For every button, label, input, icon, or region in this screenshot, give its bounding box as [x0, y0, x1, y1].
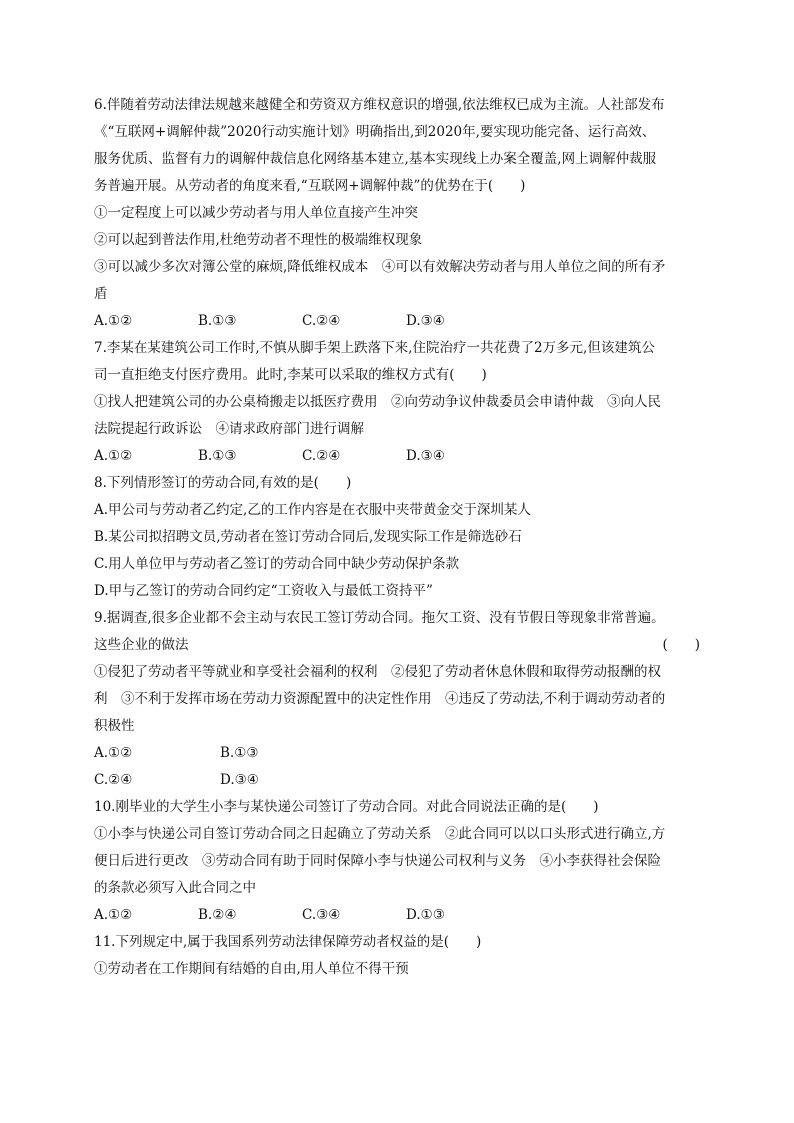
- question-7: [94, 335, 700, 470]
- question-10-statements-line-2: 便日后进行更改 ③劳动合同有助于同时保障小李与快递公司权利与义务 ④小李获得社会保险: [94, 853, 661, 869]
- question-7-option-c[interactable]: C.②④: [302, 448, 341, 464]
- question-10-statements-line-1: ①小李与快递公司自签订劳动合同之日起确立了劳动关系 ②此合同可以以口头形式进行确立,方: [94, 826, 666, 842]
- question-10-option-b[interactable]: B.②④: [198, 907, 237, 923]
- question-6-statement-2: ②可以起到普法作用,杜绝劳动者不理性的极端维权现象: [94, 232, 423, 248]
- question-10-option-d[interactable]: D.①③: [406, 907, 445, 923]
- question-10-options: [94, 902, 700, 929]
- question-7-options: [94, 443, 700, 470]
- question-9-option-a[interactable]: A.①②: [94, 745, 133, 761]
- question-8-stem: 8.下列情形签订的劳动合同,有效的是( ): [94, 475, 352, 491]
- question-7-stem-line-2: 司一直拒绝支付医疗费用。此时,李某可以采取的维权方式有( ): [94, 367, 487, 383]
- question-7-option-a[interactable]: A.①②: [94, 448, 133, 464]
- question-10-statements-line-3: 的条款必须写入此合同之中: [94, 880, 256, 896]
- question-9-options-row-1: [94, 740, 700, 767]
- question-9-options-row-2: [94, 767, 700, 794]
- question-6-stem-line-1: 6.伴随着劳动法律法规越来越健全和劳资双方维权意识的增强,依法维权已成为主流。人社部发布: [94, 97, 665, 113]
- question-9-option-c[interactable]: C.②④: [94, 772, 133, 788]
- question-11-stem: 11.下列规定中,属于我国系列劳动法律保障劳动者权益的是( ): [94, 934, 482, 950]
- question-6-stem-line-3: 服务优质、监督有力的调解仲裁信息化网络基本建立,基本实现线上办案全覆盖,网上调解仲裁服: [94, 151, 657, 167]
- question-8-option-d[interactable]: D.甲与乙签订的劳动合同约定“工资收入与最低工资持平”: [94, 583, 433, 599]
- question-11: [94, 929, 700, 983]
- question-8: [94, 470, 700, 605]
- question-7-stem-line-1: 7.李某在某建筑公司工作时,不慎从脚手架上跌落下来,住院治疗一共花费了2万多元,但该建筑公: [94, 340, 655, 356]
- question-6-option-a[interactable]: A.①②: [94, 313, 133, 329]
- question-9-option-b[interactable]: B.①③: [220, 745, 259, 761]
- question-8-option-c[interactable]: C.用人单位甲与劳动者乙签订的劳动合同中缺少劳动保护条款: [94, 556, 460, 572]
- question-6-stem-line-2: 《“互联网+调解仲裁”2020行动实施计划》明确指出,到2020年,要实现功能完备、运行高效、: [94, 124, 656, 140]
- question-10: [94, 794, 700, 929]
- question-6-options: [94, 308, 700, 335]
- question-9-statements-line-1: ①侵犯了劳动者平等就业和享受社会福利的权利 ②侵犯了劳动者休息休假和取得劳动报酬的权: [94, 664, 661, 680]
- question-9: [94, 605, 700, 794]
- question-7-option-d[interactable]: D.③④: [406, 448, 445, 464]
- question-list: [94, 92, 700, 983]
- question-6-statement-1: ①一定程度上可以减少劳动者与用人单位直接产生冲突: [94, 205, 418, 221]
- question-9-stem-text: 这些企业的做法: [94, 637, 189, 653]
- question-6-option-c[interactable]: C.②④: [302, 313, 341, 329]
- question-10-option-c[interactable]: C.③④: [302, 907, 341, 923]
- question-9-stem-line-1: 9.据调查,很多企业都不会主动与农民工签订劳动合同。拖欠工资、没有节假日等现象非常普遍。: [94, 610, 665, 626]
- question-8-option-a[interactable]: A.甲公司与劳动者乙约定,乙的工作内容是在衣服中夹带黄金交于深圳某人: [94, 502, 531, 518]
- question-6-statement-4-end: 盾: [94, 286, 108, 302]
- question-10-stem: 10.刚毕业的大学生小李与某快递公司签订了劳动合同。对此合同说法正确的是( ): [94, 799, 599, 815]
- question-9-statements-line-2: 利 ③不利于发挥市场在劳动力资源配置中的决定性作用 ④违反了劳动法,不利于调动劳动者的: [94, 691, 666, 707]
- question-9-stem-line-2: [94, 632, 700, 659]
- question-9-answer-blank: ( ): [662, 637, 700, 653]
- question-8-option-b[interactable]: B.某公司拟招聘文员,劳动者在签订劳动合同后,发现实际工作是筛选砂石: [94, 529, 522, 545]
- question-6-option-b[interactable]: B.①③: [198, 313, 237, 329]
- question-6-stem-line-4: 务普遍开展。从劳动者的角度来看,“互联网+调解仲裁”的优势在于( ): [94, 178, 526, 194]
- question-11-statement-1: ①劳动者在工作期间有结婚的自由,用人单位不得干预: [94, 961, 409, 977]
- question-7-statements-line-2: 法院提起行政诉讼 ④请求政府部门进行调解: [94, 421, 364, 437]
- question-9-statements-line-3: 积极性: [94, 718, 135, 734]
- question-7-option-b[interactable]: B.①③: [198, 448, 237, 464]
- question-6-option-d[interactable]: D.③④: [406, 313, 445, 329]
- question-7-statements-line-1: ①找人把建筑公司的办公桌椅搬走以抵医疗费用 ②向劳动争议仲裁委员会申请仲裁 ③向人民: [94, 394, 661, 410]
- question-6-statement-3-4: ③可以减少多次对簿公堂的麻烦,降低维权成本 ④可以有效解决劳动者与用人单位之间的所有矛: [94, 259, 666, 275]
- question-9-option-d[interactable]: D.③④: [220, 772, 259, 788]
- question-10-option-a[interactable]: A.①②: [94, 907, 133, 923]
- question-6: [94, 92, 700, 335]
